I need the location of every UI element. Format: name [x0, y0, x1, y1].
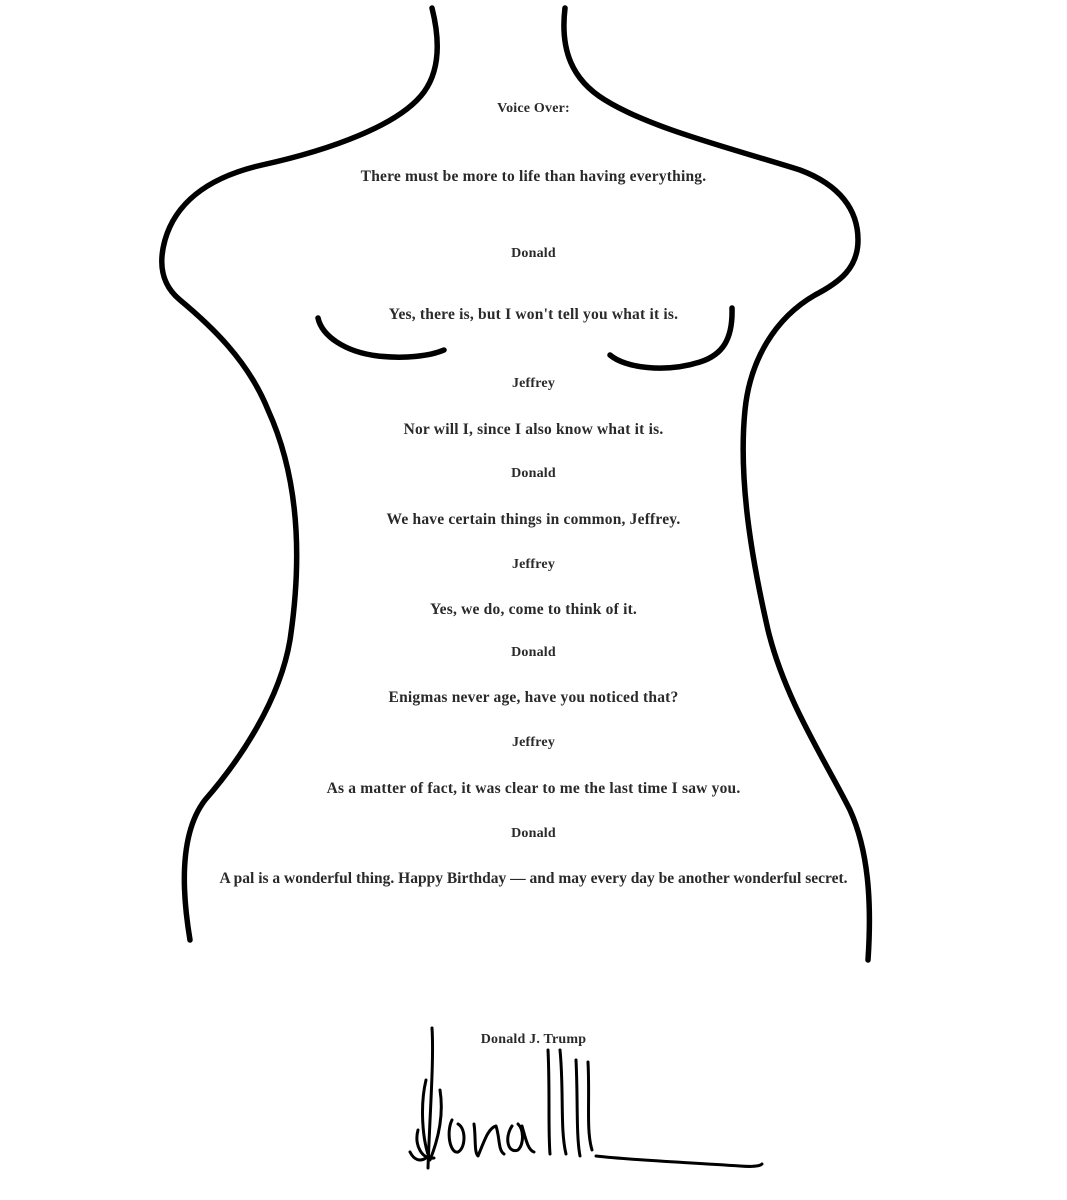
dialog-line-8: A pal is a wonderful thing. Happy Birthday — and may every day be another wonderful secret.: [219, 870, 848, 887]
dialog-line-1: There must be more to life than having everything.: [360, 168, 707, 185]
speaker-donald-1: Donald: [511, 246, 556, 261]
right-body-contour: [564, 8, 870, 960]
handwritten-signature: [400, 1020, 780, 1180]
speaker-jeffrey-3: Jeffrey: [511, 735, 556, 750]
speaker-jeffrey-1: Jeffrey: [511, 376, 556, 391]
printed-signature-name: Donald J. Trump: [480, 1032, 587, 1047]
speaker-jeffrey-2: Jeffrey: [511, 557, 556, 572]
dialog-line-3: Nor will I, since I also know what it is.: [403, 421, 664, 438]
speaker-donald-4: Donald: [511, 826, 556, 841]
dialog-line-5: Yes, we do, come to think of it.: [429, 601, 638, 618]
dialog-line-6: Enigmas never age, have you noticed that?: [388, 689, 679, 706]
dialog-line-2: Yes, there is, but I won't tell you what it is.: [388, 306, 679, 323]
voice-over-label: Voice Over:: [497, 101, 570, 116]
dialog-line-4: We have certain things in common, Jeffrey.: [386, 511, 681, 528]
speaker-donald-3: Donald: [511, 645, 556, 660]
speaker-donald-2: Donald: [511, 466, 556, 481]
closing-dialog-block: [0, 868, 1067, 890]
dialog-line-7: As a matter of fact, it was clear to me the last time I saw you.: [326, 780, 741, 797]
